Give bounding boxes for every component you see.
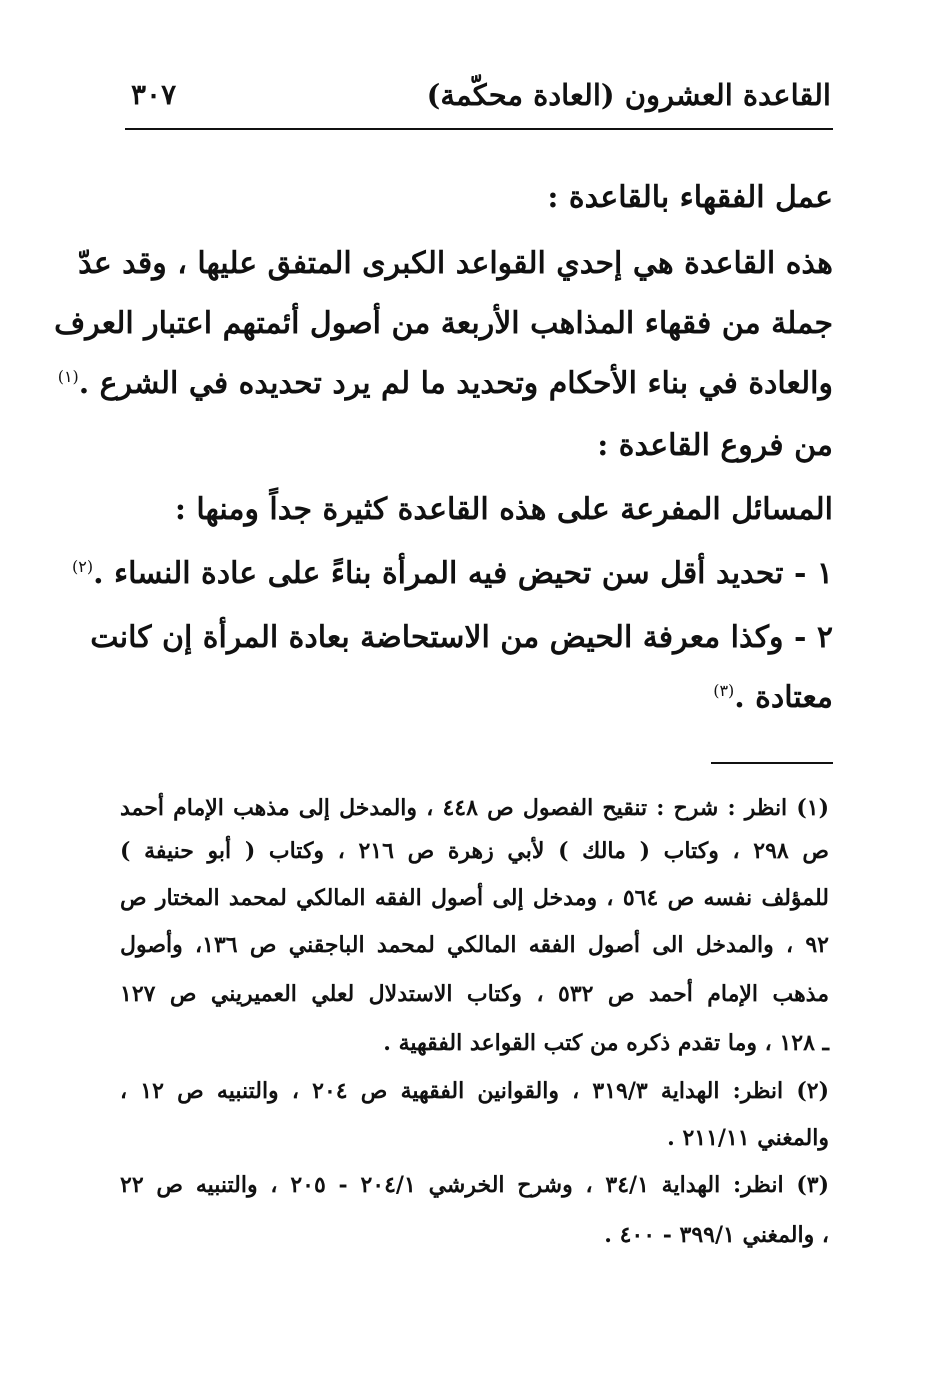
footnote-line: ٩٢ ، والمدخل الى أصول الفقه المالكي لمحمد الباجقني ص ١٣٦، وأصول (120, 932, 829, 958)
footnote-mark: (١) (57, 367, 79, 386)
footnote-line: ، والمغني ٣٩٩/١ - ٤٠٠ . (604, 1222, 829, 1248)
list-item: ١ - تحديد أقل سن تحيض فيه المرأة بناءً على عادة النساء .$^{(٢)}$ (72, 556, 833, 591)
footnote-line: للمؤلف نفسه ص ٥٦٤ ، ومدخل إلى أصول الفقه المالكي لمحمد المختار ص (120, 885, 830, 911)
list-item: ٢ - وكذا معرفة الحيض من الاستحاضة بعادة المرأة إن كانت (90, 620, 833, 655)
header-divider (125, 128, 833, 130)
footnote-line: مذهب الإمام أحمد ص ٥٣٢ ، وكتاب الاستدلال لعلي العميريني ص ١٢٧ (120, 981, 829, 1007)
footnote-line: ـ ١٢٨ ، وما تقدم ذكره من كتب القواعد الفقهية . (383, 1030, 829, 1056)
footnote-line: (٢) انظر: الهداية ٣١٩/٣ ، والقوانين الفقهية ص ٢٠٤ ، والتنبيه ص ١٢ ، (120, 1078, 830, 1104)
paragraph-line: جملة من فقهاء المذاهب الأربعة من أصول أئمتهم اعتبار العرف (54, 306, 833, 341)
section-heading-application: عمل الفقهاء بالقاعدة : (547, 180, 833, 215)
footnote-line: (١) انظر : شرح : تنقيح الفصول ص ٤٤٨ ، والمدخل إلى مذهب الإمام أحمد (120, 795, 829, 821)
section-heading-branches: من فروع القاعدة : (597, 428, 833, 463)
footnote-line: (٣) انظر: الهداية ٣٤/١ ، وشرح الخرشي ٢٠٤/١ - ٢٠٥ ، والتنبيه ص ٢٢ (120, 1172, 830, 1198)
list-item-continuation: معتادة .$^{(٣)}$ (713, 680, 833, 715)
header-title: القاعدة العشرون (العادة محكّمة) (426, 78, 831, 112)
footnote-mark: (٢) (72, 557, 94, 576)
running-header (125, 78, 831, 124)
paragraph-line: والعادة في بناء الأحكام وتحديد ما لم يرد تحديده في الشرع .$^{(١)}$ (57, 366, 833, 401)
paragraph-line: المسائل المفرعة على هذه القاعدة كثيرة جداً ومنها : (174, 492, 833, 527)
footnote-line: والمغني ٢١١/١١ . (667, 1125, 829, 1151)
paragraph-line: هذه القاعدة هي إحدي القواعد الكبرى المتفق عليها ، وقد عدّ (78, 246, 833, 281)
footnote-line: ص ٢٩٨ ، وكتاب ( مالك ) لأبي زهرة ص ٢١٦ ، وكتاب ( أبو حنيفة ) (120, 838, 829, 864)
footnote-mark: (٣) (713, 681, 735, 700)
footnote-divider (711, 762, 833, 764)
page-number: ٣٠٧ (131, 78, 177, 111)
